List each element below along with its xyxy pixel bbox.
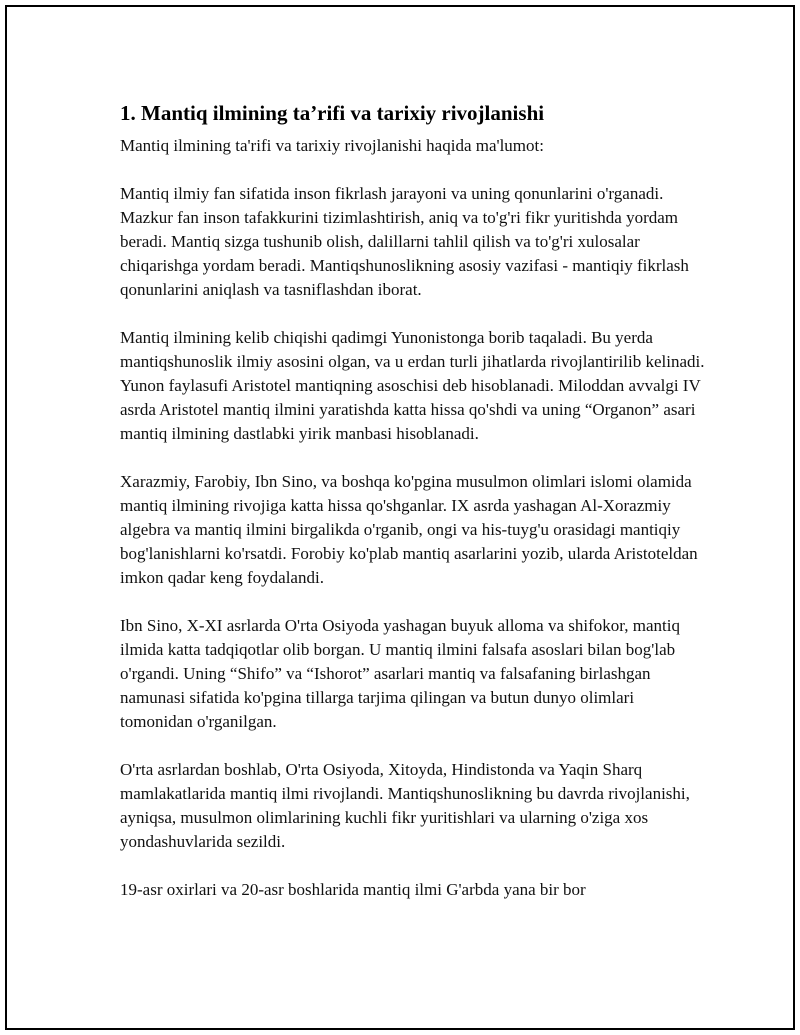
paragraph-definition: Mantiq ilmiy fan sifatida inson fikrlash jarayoni va uning qonunlarini o'rganadi. Mazkur fan inson tafakkurini tizimlashtirish, aniq va to'g'ri fikr yuritishda yordam beradi. Mantiq sizga tushunib olish, dalillarni tahlil qilish va to'g'ri xulosalar chiqarishga yordam beradi. Mantiqshunoslikning asosiy vazifasi - mantiqiy fikrlash qonunlarini aniqlash va tasniflashdan iborat. bbox=[120, 184, 689, 299]
intro-paragraph: Mantiq ilmining ta'rifi va tarixiy rivojlanishi haqida ma'lumot: bbox=[120, 136, 544, 155]
page-frame bbox=[5, 5, 795, 1030]
document-title: 1. Mantiq ilmining ta’rifi va tarixiy rivojlanishi bbox=[120, 101, 545, 125]
paragraph-middle-ages: O'rta asrlardan boshlab, O'rta Osiyoda, Xitoyda, Hindistonda va Yaqin Sharq mamlakatlarida mantiq ilmi rivojlandi. Mantiqshunoslikning bu davrda rivojlanishi, ayniqsa, musulmon olimlarining kuchli fikr yuritishlari va ularning o'ziga xos yondashuvlarida sezildi. bbox=[120, 760, 690, 851]
paragraph-muslim-scholars: Xarazmiy, Farobiy, Ibn Sino, va boshqa ko'pgina musulmon olimlari islomi olamida mantiq ilmining rivojiga katta hissa qo'shganlar. IX asrda yashagan Al-Xorazmiy algebra va mantiq ilmini birgalikda o'rganib, ongi va his-tuyg'u orasidagi mantiqiy bog'lanishlarni ko'rsatdi. Forobiy ko'plab mantiq asarlarini yozib, ularda Aristoteldan imkon qadar keng foydalandi. bbox=[120, 472, 698, 587]
document-body bbox=[120, 99, 710, 902]
paragraph-ibn-sino: Ibn Sino, X-XI asrlarda O'rta Osiyoda yashagan buyuk alloma va shifokor, mantiq ilmida katta tadqiqotlar olib borgan. U mantiq ilmini falsafa asoslari bilan bog'lab o'rgandi. Uning “Shifo” va “Ishorot” asarlari mantiq va falsafaning birlashgan namunasi sifatida ko'pgina tillarga tarjima qilingan va butun dunyo olimlari tomonidan o'rganilgan. bbox=[120, 616, 680, 731]
paragraph-origins: Mantiq ilmining kelib chiqishi qadimgi Yunonistonga borib taqaladi. Bu yerda mantiqshunoslik ilmiy asosini olgan, va u erdan turli jihatlarda rivojlantirilib kelinadi. Yunon faylasufi Aristotel mantiqning asoschisi deb hisoblanadi. Miloddan avvalgi IV asrda Aristotel mantiq ilmini yaratishda katta hissa qo'shdi va uning “Organon” asari mantiq ilmining dastlabki yirik manbasi hisoblanadi. bbox=[120, 328, 705, 443]
paragraph-modern-era: 19-asr oxirlari va 20-asr boshlarida mantiq ilmi G'arbda yana bir bor bbox=[120, 880, 586, 899]
